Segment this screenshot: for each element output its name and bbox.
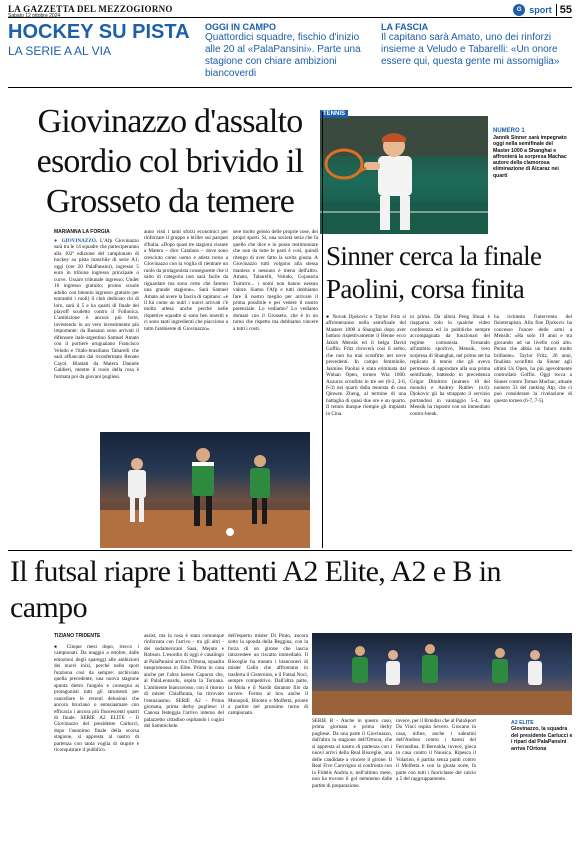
masthead (8, 4, 572, 18)
tennis-section-tag: TENNIS (320, 110, 348, 118)
futsal-column-1: ● Cinque mesi dopo, riecco i campionati. Da maggio a ottobre, dalle emozioni degli spareggi alle ambizioni dei nuovi inizi, perché nello sport funziona così da sempre: archiviato quella precedente, una nuova stagione spunta dietro l'angolo e consegna ai protagonisti tutti gli strumenti per cancellare le recenti delusioni che ancora bruciano o entusiasmare con efficacia i ancora più fluorescenti quarti di finale. SERIE A2 ELITE - Il Giovinazzo del presidente Carlucci, dopo l'anonimo finale della scorsa stagione, si appresta al nastro di partenza con tanta voglia di stupire e riconquistare il pubblico. (54, 644, 139, 754)
hockey-section-title: HOCKEY SU PISTA (8, 21, 190, 43)
oggi-text: Quattordici squadre, fischio d'inizio alle 20 al «PalaPansini». Parte una stagione con chiare ambizioni biancoverdi (205, 32, 361, 79)
futsal-caption (511, 720, 573, 752)
tennis-column-3: ha richiesto l'intervento del fisioterapista. Alla fine Djokovic ha concesso l'onore delle armi a Mensik: «Ha solo 19 anni e sta giocando ad un livello così alto. Penso che abbia un futuro molto brillante». Taylor Fritz, 26 anni, finalista sconfitto da Sinner agli ultimi Us Open, ha più agevolmente controllato Goffin. Oggi tocca a Sinner contro Tomas Machac, attuale numero 33 del ranking Atp, che ci può considerare la rivelazione di questo torneo (6-7, 7-5). (494, 314, 572, 404)
oggi-kicker: OGGI IN CAMPO (205, 22, 277, 32)
tennis-column-1: ● Novak Djokovic e Taylor Fritz si affronteranno nella semifinale del Masters 1000 a Shanghai dopo aver battuto rispettivamente il Henne ecco Jakub Mensik ed il belga David Goffin. Fritz ritroverà così il serbo, che non ha mai sconfitto nei nove precedenti. In campo femminile, Jasmine Paolini è stata eliminata dal Wuhan Open, torneo Wta 1000. Azzurra sconfitta in tre set (6-2, 3-6, 6-3) nei quarti dalla tennista di casa Qinwen Zheng, al termine di una battaglia di quasi due ore e un quarto. Il tennis dunque riempie gli impianti in Cina. (326, 314, 406, 417)
divider-vertical (322, 112, 323, 548)
tennis-caption: Jannik Sinner sarà impegnato oggi nella semifinale del Master 1000 a Shanghai e affronterà la sorpresa Machac autore della clamorosa eliminazione di Alcaraz nei quarti (493, 135, 567, 179)
futsal-team-photo (312, 633, 572, 715)
tennis-caption-number: NUMERO 1 (493, 128, 525, 134)
hockey-byline: MARIANNA LA FORGIA (54, 229, 110, 235)
oggi-teaser (205, 22, 371, 80)
futsal-column-3: dell'esperto mister Di Pinto, ancora sotto la sponda della Reggina, con la forza di un girone che lascia intravedere un riscatto immediato. Il Bisceglie ha mutato i bianconeri di mister Gallo che affrontano in trasferta il Cisternino, e il Futsal Noci, sempre competitivo. Dall'altra parte, la Mola e il Nardò daranno filo da torcere. Fermo ai box anche il Monopoli, Bitonto e Molfetta, pronte a partire nel prossimo turno di campionato. (228, 633, 308, 717)
hockey-dropcap: ● GIOVINAZZO. (54, 238, 98, 244)
divider-top (8, 87, 572, 88)
futsal-players-image (100, 432, 310, 548)
tennis-headline: Sinner cerca la finale Paolini, corsa finita (326, 241, 542, 304)
tennis-column-2: ni prima. Da allora Peng Shuai è riapparsa solo in qualche video conferenza ed in pubbliche sempre accompagnata da funzionari del regime comunista. Tornando all'ambito sportivo, Mensik, vero sorpresa di Shanghai, nel primo set ha replicato il tennis che gli aveva permesso di approdare alla sua prima semifinale, battendo in precedenza Grigor Dimitrov (numero 10 del mondo) e Andrey Rublev (n.6). Djokovic gli ha strappato il servizio portandosi in vantaggio 5-4, ma Mensik ha risposto con un immediato contro-break. (410, 314, 490, 417)
fascia-text: Il capitano sarà Amato, uno dei rinforzi insieme a Veludo e Tabarelli: «Un onore essere qui, questa gente mi assomiglia» (381, 32, 560, 67)
futsal-column-4: SERIE B - Anche in questo caso, prima giornata e prima derby pugliese. Da una parte il Giovinazzo, dall'altra la stagione dell'Ortona, che si appresta al nastro di partenza con i nuovi arrivi della Real Bisceglie, una delle candidate a vincere il girone. Il Real Five Carovigno si confronta con la Fidelis Andria e, nell'ultimo mese, non ha trovato il gol nemmeno dalle partite di preparazione. (312, 718, 392, 789)
futsal-photo (100, 432, 310, 548)
hockey-section-subtitle: LA SERIE A AL VIA (8, 44, 111, 58)
newspaper-title: LA GAZZETTA DEL MEZZOGIORNO (8, 4, 173, 14)
issue-date: Sabato 12 ottobre 2024 (8, 13, 61, 19)
gazzetta-logo-icon: G (513, 4, 525, 16)
futsal-column-2: assist, ma la rosa è stata comunque rinforzata con l'arrivo - tra gli altri - dei sudamericani Sasa, Mejuto e Robson. L'esordio di oggi è casalingo al PalaPansini arriva l'Ortona, squadra neopromossa in Elite. Prima in casa anche per l'altra barese Capurso che, al PalaLeonardo, ospita la Tornana. L'ambiente biancorosso, con il ritorno di mister Chiaffarata, ha ritrovato l'entusiasmo. SERIE A2 - Prima giornata, prima derby pugliese: il Canosa festeggia l'arrivo interno del palazzetto cittadino ospitando i cugini del Sammichele. (144, 633, 224, 730)
hockey-column-1-text: L'Afp Giovinazzo sarà tra le 14 squadre che parteciperanno alla 102ª edizione del campionato di hockey su pista maschile di serie A1; oggi (ore 20 PalaPansini), ingresso 5 euro in tribuna ingresso principale o curve. Ussaro tribunale ingresso; Under 16 ingresso gratuito; promo scuole adulto con biennio ingresso gratuito per entrambi i ruoli) il club dedicato chi di loro, sarà il 5 e ha quarti di finale dei playoff scudetto contro il Follonica. L'ambizione è ancora più forte, investendo in un vero investimento più importante: da Bassano sono arrivati il difensore italo-argentino Samuel Amato con il portiere uruguaiano Francisco Veludo e l'italo-brasiliano Tabarelli che sarà affiancato dal riconfermato Renato Cayol. Blastati da Matera Daniele Galdieri, mentre il ruolo della rosa è formata poi da giovani pugliesi. (54, 238, 139, 380)
futsal-team-image (312, 633, 572, 715)
futsal-byline: TIZIANO TRIDENTE (54, 633, 101, 639)
page-number: 55 (556, 4, 572, 16)
sinner-player-image (320, 116, 488, 234)
hockey-headline: Giovinazzo d'assalto esordio col brivido il Grosseto da temere (36, 103, 304, 220)
hockey-column-2: anno visti i tanti sforzi economici per rinforzare il gruppo e briller sui parquet d'Italia. «Dopo quasi tre stagioni vissute a Matera – dice Catalano – dove sono cresciuto come uomo e atleta torno a Giovinazzo con la voglia di rientrare un ruolo da protagonista conseguente che il salto di categoria non sarà facile da riguardare ma sono certo che faremo una grande stagione». Sarà Samuel Amato ad avere la fascia di capitano: «è il lui come un nutrì i nuovi arrivati c'è molta attesa anche perché nelle rispettive squadre si sono ben inseriti e ci sono tanti ingredienti che piacciono a tutto l'ambiente di Giovinazzo». (144, 229, 228, 332)
hockey-column-3: sere molto geloso delle proprie cose, dei propri sporti. Si, una società seria che fa quello che dice e io posso testimoniare che non da tutte le parti è così, quindi ritengo di aver fatto la scelta giusta. A Giovinazzo tutti volgono alla stessa maniera e nessuno è meno dell'altro. Amato, Tabarelli, Veludo, Cojanaria Turturro... i nomi non hanno nessun valore. Siamo l'Afp e tutti dobbiamo fare il nostro meglio per arrivare il prima possibile e per vedere il nostro potenziale. Lo vediamo? Lo vediamo domani con il Grosseto, che è in un turno che rispetto ma dobbiamo vincere a tutti i costi. (233, 229, 318, 332)
section-name: sport (529, 5, 552, 15)
futsal-column-5: invece, per il Brindisi che al PalaSport Da Vinci ospita Severo. Giocano in casa, infine, anche i salentini dell'Andrea contro i baresi del Ferrandina. Il Bernalda, invece, gioca in casa contro il Nausica. Ripesca il Volarino, è partita senza punti contro il Molfetta e con la giusta sorte, fa parte con tutti i fuoriclasse del calcio a 5 del raggruppamento. (396, 718, 476, 783)
section-header (513, 4, 572, 16)
futsal-caption-text: Giovinazzo, la squadra del presidente Carlucci e i ripari dal PalaPansini arriva l'Ortona (511, 726, 573, 752)
hockey-teaser (8, 22, 198, 58)
tennis-photo (320, 116, 488, 234)
fascia-teaser (381, 22, 573, 68)
divider-middle (8, 550, 572, 551)
futsal-headline: Il futsal riapre i battenti A2 Elite, A2 e B in campo (10, 555, 501, 624)
futsal-caption-title: A2 ELITE (511, 720, 534, 726)
fascia-kicker: LA FASCIA (381, 22, 429, 32)
